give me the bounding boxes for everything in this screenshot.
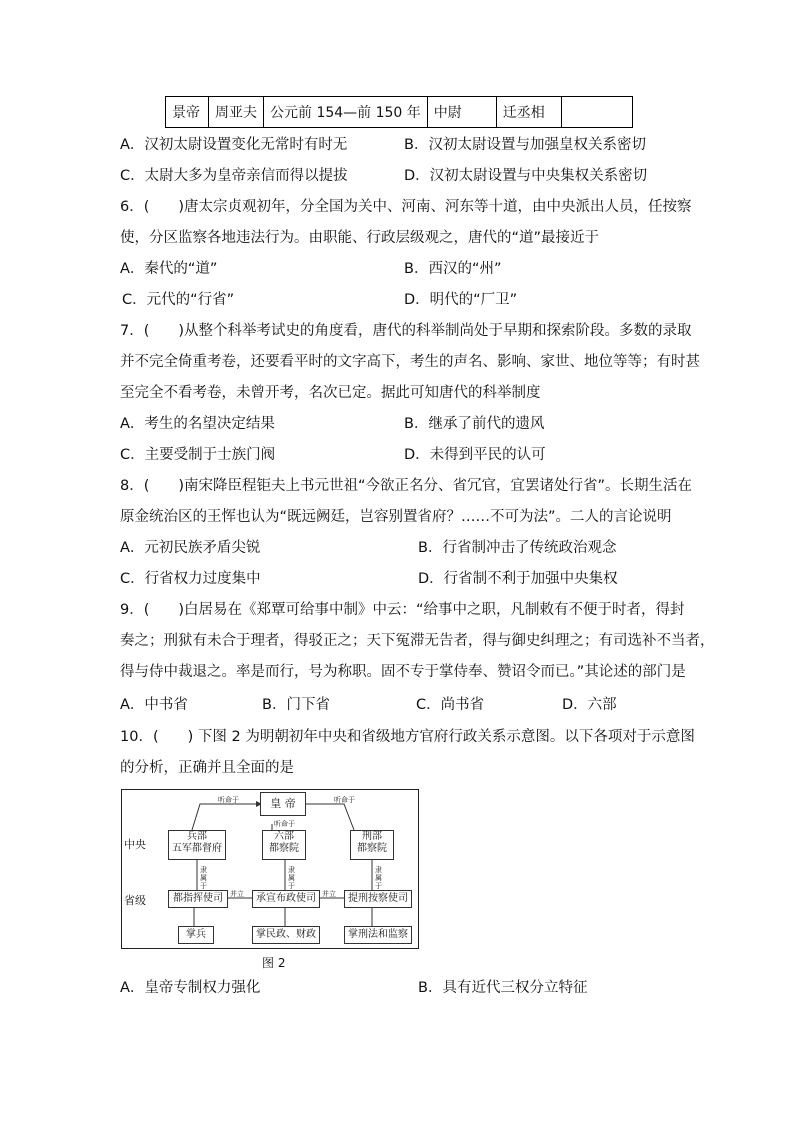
q9-option-a: A．中书省 — [120, 697, 188, 713]
table-row — [166, 97, 633, 128]
q7-stem-line-2: 并不完全倚重考卷，还要看平时的文字高下，考生的声名、影响、家世、地位等等；有时甚 — [120, 354, 700, 370]
central-right-line-1: 刑部 — [362, 831, 382, 842]
q10-stem-line-2: 的分析，正确并且全面的是 — [120, 760, 294, 776]
sub-label-right: 隶属于 — [375, 866, 382, 890]
q10-option-b: B．具有近代三权分立特征 — [418, 980, 588, 996]
q8-stem-line-2: 原金统治区的王恽也认为“既远阙廷，岂容别置省府？……不可为法”。二人的言论说明 — [120, 509, 672, 525]
prov-right-box: 提刑按察使司 — [344, 890, 412, 908]
central-left-line-1: 兵部 — [187, 831, 207, 842]
q6-option-c: C．元代的“行省” — [122, 292, 235, 308]
table-cell: 公元前 154—前 150 年 — [264, 97, 428, 128]
q6-option-a: A．秦代的“道” — [120, 261, 218, 277]
table-cell: 迁丞相 — [496, 97, 561, 128]
provincial-label: 省级 — [124, 894, 146, 907]
q7-option-b: B．继承了前代的遗风 — [404, 416, 545, 432]
central-right-line-2: 都察院 — [357, 843, 387, 854]
q9-stem-line-2: 奏之；刑狱有未合于理者，得驳正之；天下冤滞无告者，得与御史纠理之；有司选补不当者， — [120, 633, 715, 649]
prov-left-box: 都指挥使司 — [168, 890, 228, 908]
table-cell — [561, 97, 632, 128]
q7-option-d: D．未得到平民的认可 — [404, 447, 546, 463]
parallel-label-1: 并立 — [230, 890, 244, 898]
func-left-box: 掌兵 — [178, 926, 214, 944]
q10-option-a: A．皇帝专制权力强化 — [120, 980, 261, 996]
officials-table — [165, 96, 633, 128]
parallel-label-2: 并立 — [322, 890, 336, 898]
q7-option-c: C．主要受制于士族门阀 — [120, 447, 276, 463]
q8-stem-line-1: 8．( )南宋降臣程钜夫上书元世祖“今欲正名分、省冗官，宜罢诸处行省”。长期生活在 — [120, 478, 693, 494]
figure-caption: 图 2 — [262, 956, 286, 970]
q9-stem-line-3: 得与侍中裁退之。率是而行，号为称职。固不专于掌侍奉、赞诏令而已。”其论述的部门是 — [120, 664, 686, 680]
emperor-box: 皇 帝 — [260, 792, 306, 816]
q5-option-d: D．汉初太尉设置与中央集权关系密切 — [404, 168, 648, 184]
func-mid-box: 掌民政、财政 — [252, 926, 320, 944]
arrow-label-mid: 听命于 — [274, 820, 295, 828]
arrow-label-left: 听命于 — [218, 796, 239, 804]
q6-stem-line-2: 使，分区监察各地违法行为。由职能、行政层级观之，唐代的“道”最接近于 — [120, 230, 600, 246]
central-mid-line-2: 都察院 — [269, 843, 299, 854]
central-left-line-2: 五军都督府 — [172, 843, 222, 854]
func-right-box: 掌刑法和监察 — [344, 926, 412, 944]
sub-label-left: 隶属于 — [200, 866, 207, 890]
q9-option-d: D．六部 — [562, 697, 617, 713]
q6-option-b: B．西汉的“州” — [404, 261, 502, 277]
q6-option-d: D．明代的“厂卫” — [404, 292, 518, 308]
q6-stem-line-1: 6．( )唐太宗贞观初年，分全国为关中、河南、河东等十道，由中央派出人员，任按察 — [120, 199, 692, 215]
prov-mid-box: 承宣布政使司 — [252, 890, 320, 908]
q7-stem-line-3: 至完全不看考卷，未曾开考，名次已定。据此可知唐代的科举制度 — [120, 385, 541, 401]
central-mid-line-1: 六部 — [274, 831, 294, 842]
q8-option-c: C．行省权力过度集中 — [120, 571, 261, 587]
central-mid-box — [262, 830, 306, 860]
table-cell: 周亚夫 — [209, 97, 264, 128]
q8-option-b: B．行省制冲击了传统政治观念 — [418, 540, 617, 556]
q9-option-c: C．尚书省 — [416, 697, 485, 713]
table-cell: 中尉 — [427, 97, 496, 128]
q5-option-a: A．汉初太尉设置变化无常时有时无 — [120, 137, 348, 153]
arrow-label-right: 听命于 — [334, 796, 355, 804]
q8-option-a: A．元初民族矛盾尖锐 — [120, 540, 261, 556]
q9-option-b: B．门下省 — [262, 697, 330, 713]
admin-relationship-diagram — [121, 789, 419, 949]
central-right-box — [350, 830, 394, 860]
q5-option-c: C．太尉大多为皇帝亲信而得以提拔 — [120, 168, 348, 184]
q8-option-d: D．行省制不利于加强中央集权 — [418, 571, 618, 587]
central-label: 中央 — [124, 838, 146, 851]
sub-label-mid: 隶属于 — [288, 866, 295, 890]
q7-stem-line-1: 7．( )从整个科举考试史的角度看，唐代的科举制尚处于早期和探索阶段。多数的录取 — [120, 323, 692, 339]
q10-stem-line-1: 10．( ) 下图 2 为明朝初年中央和省级地方官府行政关系示意图。以下各项对于示意图 — [120, 729, 695, 745]
central-left-box — [168, 830, 226, 860]
q5-option-b: B．汉初太尉设置与加强皇权关系密切 — [404, 137, 646, 153]
q7-option-a: A．考生的名望决定结果 — [120, 416, 275, 432]
q9-stem-line-1: 9．( )白居易在《郑覃可给事中制》中云：“给事中之职，凡制敕有不便于时者，得封 — [120, 602, 685, 618]
table-cell: 景帝 — [166, 97, 209, 128]
